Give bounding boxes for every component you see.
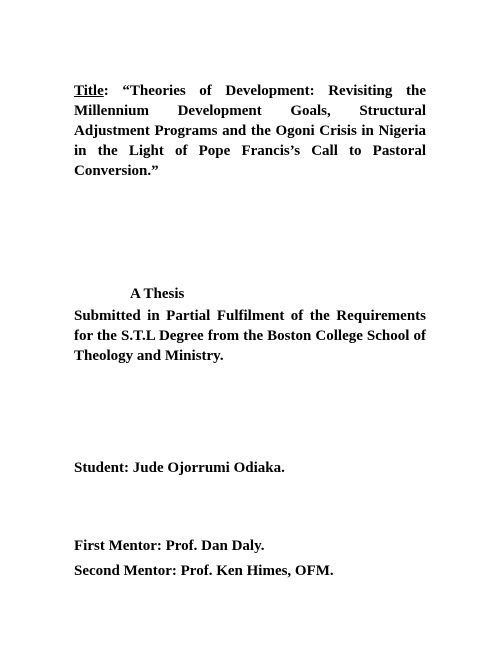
first-mentor: First Mentor: Prof. Dan Daly. <box>74 538 265 554</box>
title-label: Title <box>74 83 104 99</box>
title-text: : “Theories of Development: Revisiting the Millennium Development Goals, Structural Adjustment Programs and the Ogoni Crisis in Nigeria in the Light of Pope Francis’s Call to Pastoral Conversion.” <box>74 83 426 179</box>
thesis-label: A Thesis <box>130 286 185 302</box>
student-name: Student: Jude Ojorrumi Odiaka. <box>74 460 285 476</box>
second-mentor: Second Mentor: Prof. Ken Himes, OFM. <box>74 563 334 579</box>
thesis-title <box>74 81 426 181</box>
submission-statement: Submitted in Partial Fulfilment of the Requirements for the S.T.L Degree from the Boston College School of Theology and Ministry. <box>74 308 426 364</box>
